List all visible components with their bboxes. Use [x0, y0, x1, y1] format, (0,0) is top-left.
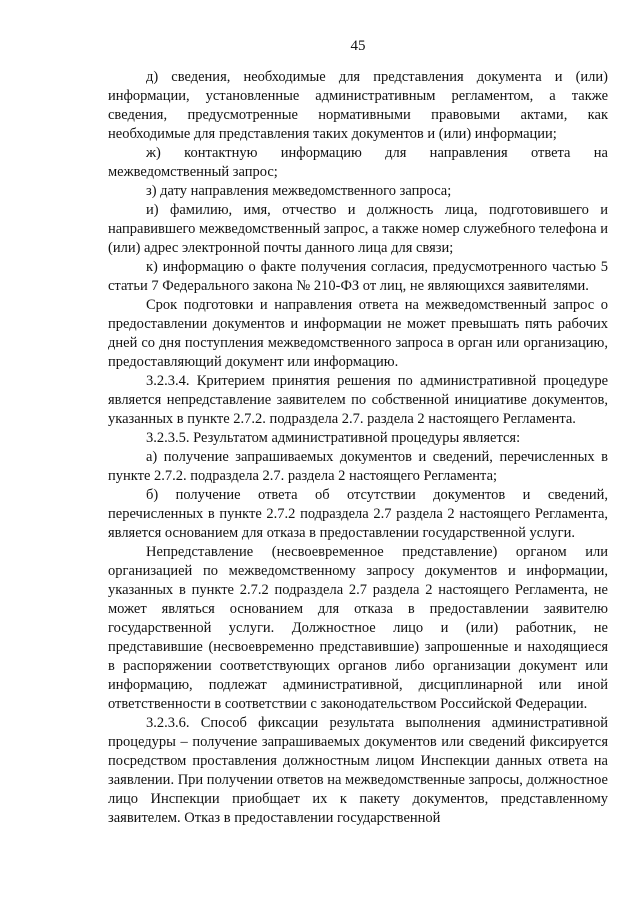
paragraph-3-2-3-6: 3.2.3.6. Способ фиксации результата выполнения административной процедуры – получение запрашиваемых документов или сведений фиксируется посредством проставления должностным лицом Инспекции данных ответа на заявлении. При получении ответов на межведомственные запросы, должностное лицо Инспекции приобщает их к пакету документов, представленному заявителем. Отказ в предоставлении государственной: [108, 715, 608, 826]
paragraph-result-b: б) получение ответа об отсутствии документов и сведений, перечисленных в пункте 2.7.2 подраздела 2.7 раздела 2 настоящего Регламента, является основанием для отказа в предоставлении государственной услуги.: [108, 487, 608, 541]
paragraph-item-z: з) дату направления межведомственного запроса;: [146, 183, 452, 199]
paragraph-item-i: и) фамилию, имя, отчество и должность лица, подготовившего и направившего межведомственный запрос, а также номер служебного телефона и (или) адрес электронной почты данного лица для связи;: [108, 202, 608, 256]
paragraph-non-submission: Непредставление (несвоевременное представление) органом или организацией по межведомственному запросу документов и информации, указанных в пункте 2.7.2 подраздела 2.7 раздела 2 настоящего Регламента, не может являться основанием для отказа в предоставлении заявителю государственной услуги. Должностное лицо и (или) работник, не представившие (несвоевременно представившие) запрошенные и находящиеся в распоряжении соответствующих органов либо организации документ или информацию, подлежат административной, дисциплинарной или иной ответственности в соответствии с законодательством Российской Федерации.: [108, 544, 608, 712]
document-page: [108, 38, 608, 828]
paragraph-result-a: а) получение запрашиваемых документов и сведений, перечисленных в пункте 2.7.2. подраздела 2.7. раздела 2 настоящего Регламента;: [108, 449, 608, 484]
page-number: 45: [350, 38, 366, 54]
paragraph-item-d: д) сведения, необходимые для представления документа и (или) информации, установленные административным регламентом, а также сведения, предусмотренные нормативными правовыми актами, как необходимые для представления таких документов и (или) информации;: [108, 69, 608, 142]
paragraph-response-deadline: Срок подготовки и направления ответа на межведомственный запрос о предоставлении документов и информации не может превышать пять рабочих дней со дня поступления межведомственного запроса в орган или организацию, предоставляющий документ или информацию.: [108, 297, 608, 370]
paragraph-item-k: к) информацию о факте получения согласия, предусмотренного частью 5 статьи 7 Федерального закона № 210-ФЗ от лиц, не являющихся заявителями.: [108, 259, 608, 294]
paragraph-3-2-3-5: 3.2.3.5. Результатом административной процедуры является:: [146, 430, 521, 446]
paragraph-3-2-3-4: 3.2.3.4. Критерием принятия решения по административной процедуре является непредставление заявителем по собственной инициативе документов, указанных в пункте 2.7.2. подраздела 2.7. раздела 2 настоящего Регламента.: [108, 373, 608, 427]
paragraph-item-zh: ж) контактную информацию для направления ответа на межведомственный запрос;: [108, 145, 608, 180]
